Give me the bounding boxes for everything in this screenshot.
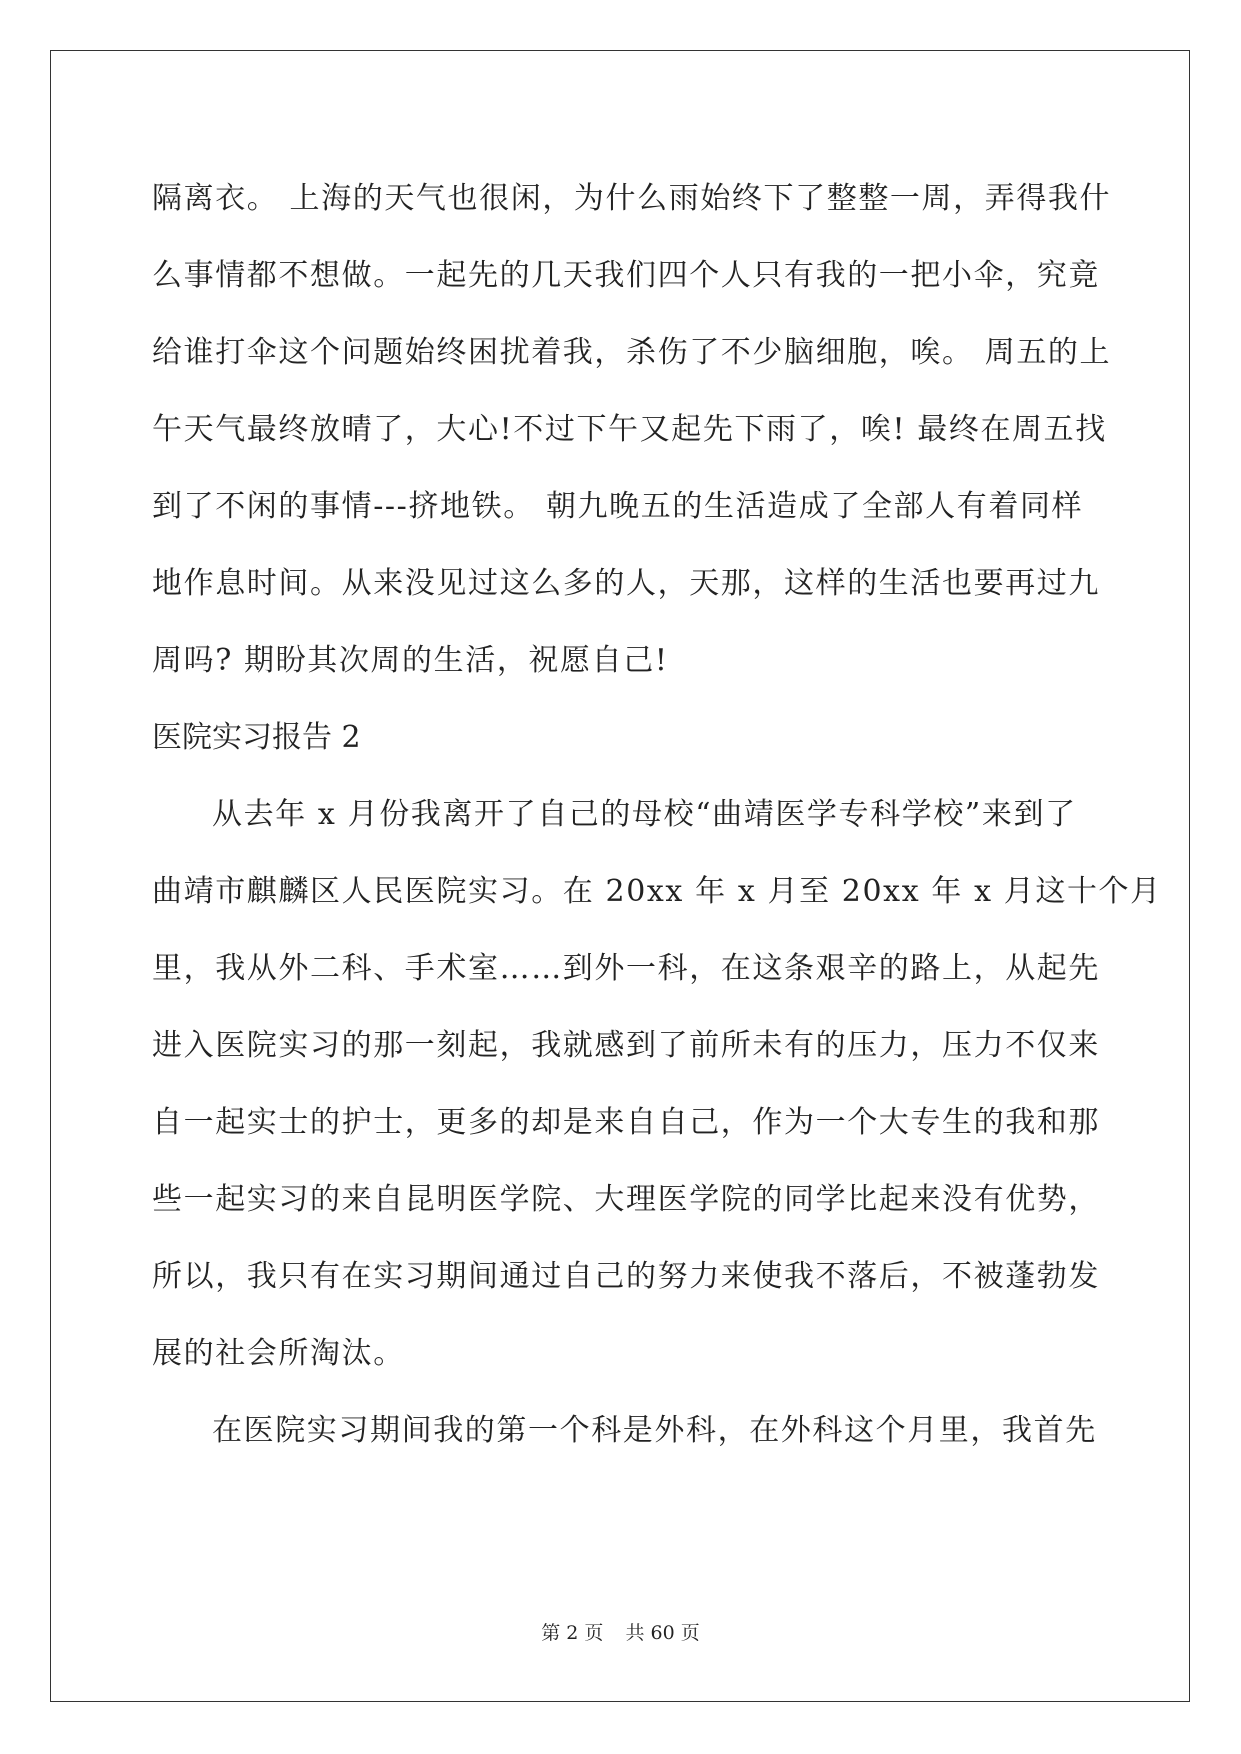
page-total: 共 60 页 <box>625 1622 700 1644</box>
paragraph-first-line: 在医院实习期间我的第一个科是外科，在外科这个月里，我首先 <box>212 1413 1097 1448</box>
paragraph-first-line: 从去年 x 月份我离开了自己的母校“曲靖医学专科学校”来到了 <box>212 797 1077 832</box>
text-line: 展的社会所淘汰。 <box>152 1336 405 1371</box>
page-footer <box>0 1618 1241 1645</box>
text-line: 所以，我只有在实习期间通过自己的努力来使我不落后，不被蓬勃发 <box>152 1259 1100 1294</box>
text-line: 周吗? 期盼其次周的生活，祝愿自己! <box>152 643 669 678</box>
section-heading: 医院实习报告 2 <box>152 720 361 755</box>
text-line: 自一起实士的护士，更多的却是来自自己，作为一个大专生的我和那 <box>152 1105 1100 1140</box>
page-number: 第 2 页 <box>541 1622 604 1644</box>
text-line: 些一起实习的来自昆明医学院、大理医学院的同学比起来没有优势， <box>152 1182 1100 1217</box>
text-line: 进入医院实习的那一刻起，我就感到了前所未有的压力，压力不仅来 <box>152 1028 1100 1063</box>
text-line: 给谁打伞这个问题始终困扰着我，杀伤了不少脑细胞，唉。 周五的上 <box>152 335 1112 370</box>
document-body <box>152 160 1162 1469</box>
text-line: 曲靖市麒麟区人民医院实习。在 20xx 年 x 月至 20xx 年 x 月这十个月 <box>152 874 1162 909</box>
text-line: 地作息时间。从来没见过这么多的人，天那，这样的生活也要再过九 <box>152 566 1100 601</box>
text-line: 午天气最终放晴了，大心!不过下午又起先下雨了，唉! 最终在周五找 <box>152 412 1107 447</box>
text-line: 隔离衣。 上海的天气也很闲，为什么雨始终下了整整一周，弄得我什 <box>152 181 1112 216</box>
text-line: 到了不闲的事情---挤地铁。 朝九晚五的生活造成了全部人有着同样 <box>152 489 1084 524</box>
text-line: 么事情都不想做。一起先的几天我们四个人只有我的一把小伞，究竟 <box>152 258 1100 293</box>
text-line: 里，我从外二科、手术室……到外一科，在这条艰辛的路上，从起先 <box>152 951 1100 986</box>
